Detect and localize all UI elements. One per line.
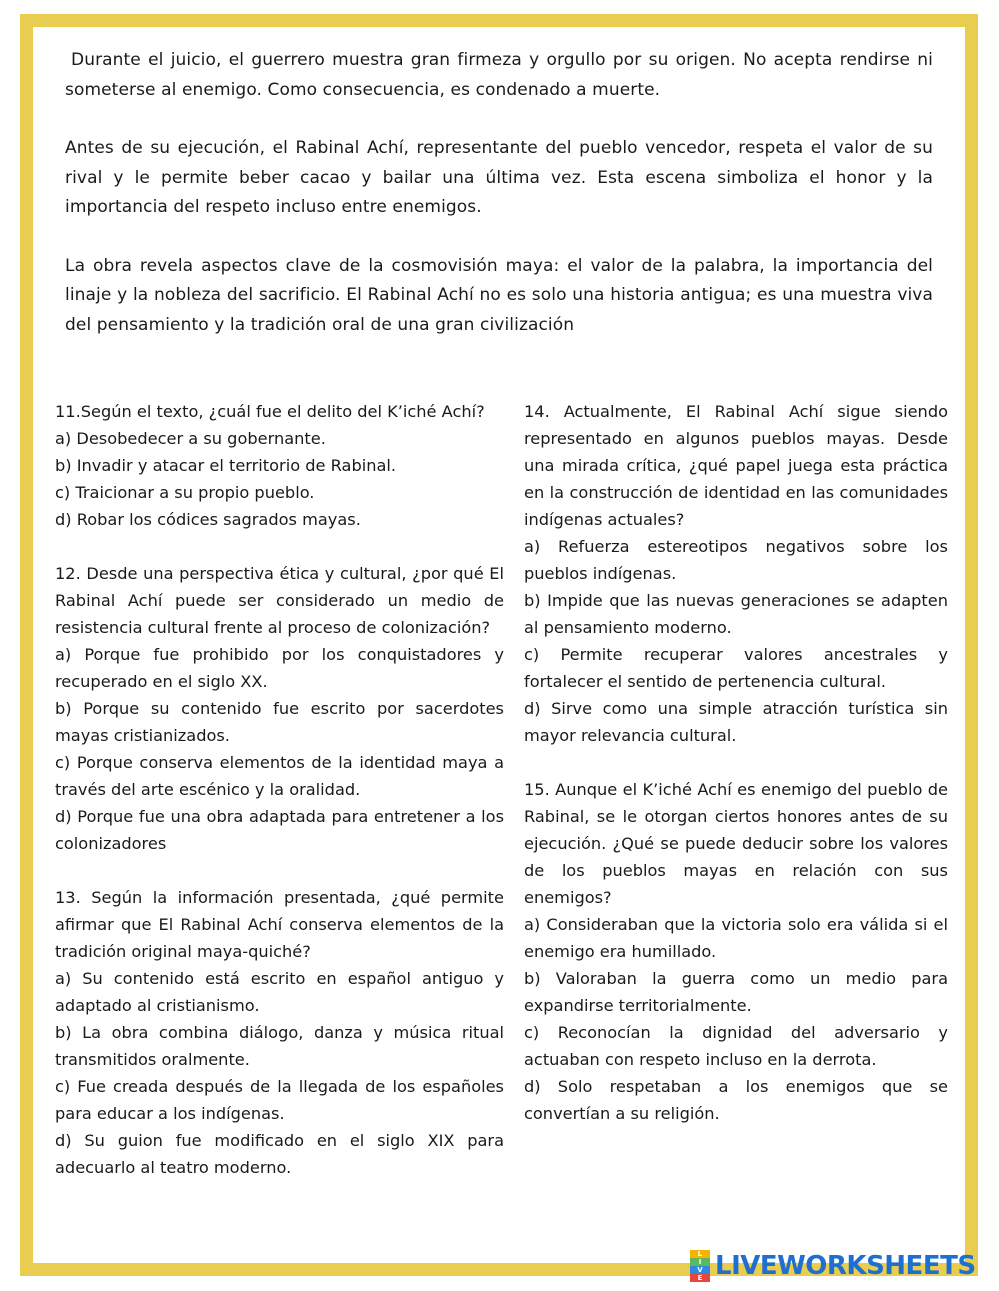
question-stem: 15. Aunque el K’iché Achí es enemigo del pueblo de Rabinal, se le otorgan ciertos honores antes de su ejecución. ¿Qué se puede deducir sobre los valores de los pueblos mayas en relación con sus enemigos? [524,780,948,907]
option-d[interactable]: d) Sirve como una simple atracción turística sin mayor relevancia cultural. [524,699,948,745]
question-stem: 14. Actualmente, El Rabinal Achí sigue siendo representado en algunos pueblos mayas. Desde una mirada crítica, ¿qué papel juega esta práctica en la construcción de identidad en las comunidades indígenas actuales? [524,402,948,529]
option-b[interactable]: b) La obra combina diálogo, danza y música ritual transmitidos oralmente. [55,1023,504,1069]
option-b[interactable]: b) Porque su contenido fue escrito por sacerdotes mayas cristianizados. [55,699,504,745]
logo-text: LIVEWORKSHEETS [715,1251,976,1281]
option-a[interactable]: a) Porque fue prohibido por los conquistadores y recuperado en el siglo XX. [55,645,504,691]
option-b[interactable]: b) Impide que las nuevas generaciones se adapten al pensamiento moderno. [524,591,948,637]
question-stem: 11.Según el texto, ¿cuál fue el delito del K’iché Achí? [55,402,485,421]
option-a[interactable]: a) Refuerza estereotipos negativos sobre los pueblos indígenas. [524,537,948,583]
option-c[interactable]: c) Traicionar a su propio pueblo. [55,483,315,502]
option-d[interactable]: d) Su guion fue modificado en el siglo XIX para adecuarlo al teatro moderno. [55,1131,504,1177]
intro-paragraph-3: La obra revela aspectos clave de la cosmovisión maya: el valor de la palabra, la importancia del linaje y la nobleza del sacrificio. El Rabinal Achí no es solo una historia antigua; es una muestra viva del pensamiento y la tradición oral de una gran civilización [65,255,933,335]
question-11 [55,398,504,533]
option-b[interactable]: b) Invadir y atacar el territorio de Rabinal. [55,456,397,475]
intro-text [65,46,933,340]
option-c[interactable]: c) Fue creada después de la llegada de los españoles para educar a los indígenas. [55,1077,504,1123]
option-a[interactable]: a) Su contenido está escrito en español antiguo y adaptado al cristianismo. [55,969,504,1015]
intro-paragraph-2: Antes de su ejecución, el Rabinal Achí, representante del pueblo vencedor, respeta el valor de su rival y le permite beber cacao y bailar una última vez. Esta escena simboliza el honor y la importancia del respeto incluso entre enemigos. [65,138,933,217]
option-c[interactable]: c) Porque conserva elementos de la identidad maya a través del arte escénico y la oralidad. [55,753,504,799]
option-c[interactable]: c) Permite recuperar valores ancestrales y fortalecer el sentido de pertenencia cultural. [524,645,948,691]
question-15 [524,776,948,1127]
option-a[interactable]: a) Desobedecer a su gobernante. [55,429,326,448]
question-13 [55,884,504,1181]
option-b[interactable]: b) Valoraban la guerra como un medio para expandirse territorialmente. [524,969,948,1015]
option-c[interactable]: c) Reconocían la dignidad del adversario y actuaban con respeto incluso en la derrota. [524,1023,948,1069]
questions-left-column [55,398,504,1208]
option-d[interactable]: d) Porque fue una obra adaptada para entretener a los colonizadores [55,807,504,853]
question-stem: 13. Según la información presentada, ¿qué permite afirmar que El Rabinal Achí conserva elementos de la tradición original maya-quiché? [55,888,504,961]
intro-paragraph-1: Durante el juicio, el guerrero muestra gran firmeza y orgullo por su origen. No acepta rendirse ni someterse al enemigo. Como consecuencia, es condenado a muerte. [65,50,933,100]
logo-mark-icon: L I V E [690,1250,712,1282]
liveworksheets-logo [690,1250,976,1282]
option-d[interactable]: d) Solo respetaban a los enemigos que se convertían a su religión. [524,1077,948,1123]
questions-right-column [524,398,948,1154]
option-d[interactable]: d) Robar los códices sagrados mayas. [55,510,361,529]
option-a[interactable]: a) Consideraban que la victoria solo era válida si el enemigo era humillado. [524,915,948,961]
question-14 [524,398,948,749]
question-12 [55,560,504,857]
question-stem: 12. Desde una perspectiva ética y cultural, ¿por qué El Rabinal Achí puede ser considerado un medio de resistencia cultural frente al proceso de colonización? [55,564,504,637]
